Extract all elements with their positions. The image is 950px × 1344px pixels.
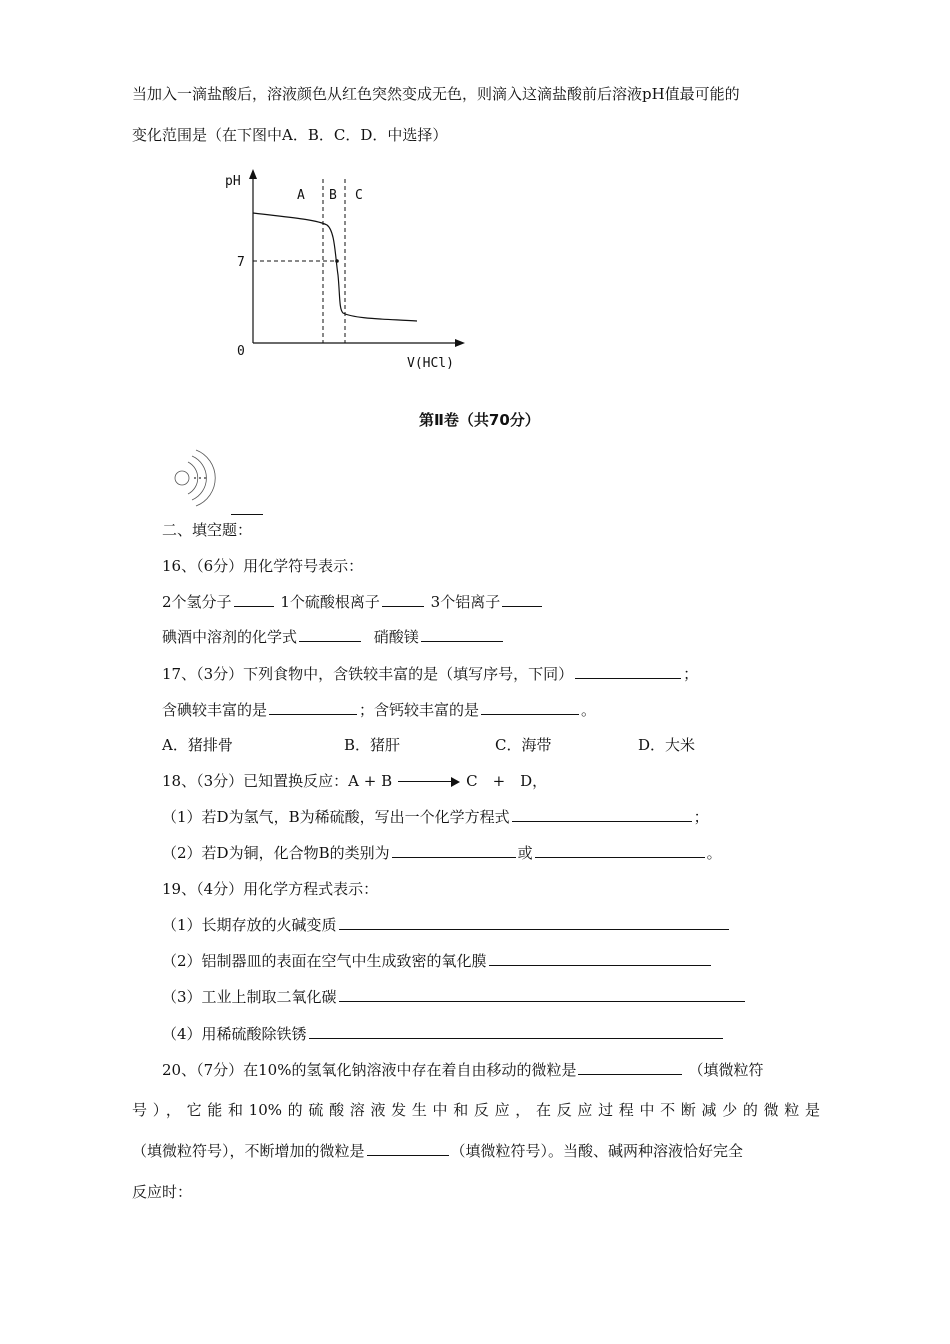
q17-row-1 xyxy=(162,664,698,684)
region-c-label: C xyxy=(355,188,363,203)
ph7-label: 7 xyxy=(237,255,245,270)
short-underline xyxy=(231,514,263,515)
origin-label: 0 xyxy=(237,344,245,359)
q18-blank-class-2[interactable] xyxy=(535,843,705,858)
q17-calcium-label: ；含钙较丰富的是 xyxy=(359,701,480,719)
q19-item-3-text: （3）工业上制取二氧化碳 xyxy=(162,988,337,1006)
q17-heading: 17、（3分）下列食物中，含铁较丰富的是（填写序号，下同） xyxy=(162,665,574,683)
q20-line-3 xyxy=(132,1141,743,1161)
region-b-label: B xyxy=(329,188,337,203)
section-title: 第Ⅱ卷（共70分） xyxy=(419,411,540,429)
q20-text-b: （填微粒符 xyxy=(688,1061,764,1079)
q19-item-2-text: （2）铝制器皿的表面在空气中生成致密的氧化膜 xyxy=(162,952,487,970)
q19-blank-3[interactable] xyxy=(339,987,745,1002)
q16-row-2 xyxy=(162,627,505,647)
q18-part-1 xyxy=(162,807,709,827)
q16-blank-4[interactable] xyxy=(299,627,361,642)
q16-blank-3[interactable] xyxy=(502,592,542,607)
q17-blank-iodine[interactable] xyxy=(269,700,357,715)
x-axis-arrow xyxy=(455,339,465,347)
q16-item-mgno3: 硝酸镁 xyxy=(373,628,419,646)
q19-heading: 19、（4分）用化学方程式表示： xyxy=(162,880,379,898)
q16-item-solvent: 碘酒中溶剂的化学式 xyxy=(162,628,298,646)
q17-blank-calcium[interactable] xyxy=(481,700,579,715)
y-axis-arrow xyxy=(249,169,257,179)
q16-blank-5[interactable] xyxy=(421,627,503,642)
q18-part-2-text: （2）若D为铜，化合物B的类别为 xyxy=(162,844,390,862)
section-2-heading: 二、填空题： xyxy=(162,521,253,539)
q16-item-al: 3个铝离子 xyxy=(430,593,501,611)
q16-row-1 xyxy=(162,592,544,612)
q17-period: 。 xyxy=(581,701,597,719)
q20-line-1 xyxy=(162,1060,764,1080)
q18-heading-row xyxy=(162,771,547,791)
q19-item-1 xyxy=(162,915,731,935)
q18-part-2-end: 。 xyxy=(706,844,722,862)
equivalence-point xyxy=(335,259,339,263)
q17-option-a: A．猪排骨 xyxy=(162,736,233,754)
q20-text-a: 20、（7分）在10%的氢氧化钠溶液中存在着自由移动的微粒是 xyxy=(162,1061,577,1079)
q19-blank-1[interactable] xyxy=(339,915,729,930)
region-a-label: A xyxy=(297,188,305,203)
q18-blank-class-1[interactable] xyxy=(392,843,516,858)
q16-item-so4: 1个硫酸根离子 xyxy=(280,593,380,611)
q17-row-2 xyxy=(162,700,596,720)
q19-item-3 xyxy=(162,987,747,1007)
q16-item-h2: 2个氢分子 xyxy=(162,593,232,611)
q17-option-d: D．大米 xyxy=(638,736,696,754)
ph-titration-graph xyxy=(225,165,485,375)
y-axis-label: pH xyxy=(225,174,241,189)
q19-item-1-text: （1）长期存放的火碱变质 xyxy=(162,916,337,934)
q18-part-1-text: （1）若D为氢气，B为稀硫酸，写出一个化学方程式 xyxy=(162,808,510,826)
q20-line-2: 号），它能和10%的硫酸溶液发生中和反应，在反应过程中不断减少的微粒是 xyxy=(132,1101,820,1119)
q19-item-4 xyxy=(162,1024,725,1044)
q19-blank-2[interactable] xyxy=(489,951,711,966)
q18-part-2 xyxy=(162,843,722,863)
x-axis-label: V(HCl) xyxy=(407,356,454,371)
intro-line-1: 当加入一滴盐酸后，溶液颜色从红色突然变成无色，则滴入这滴盐酸前后溶液pH值最可能的 xyxy=(132,85,740,103)
q17-iodine-label: 含碘较丰富的是 xyxy=(162,701,268,719)
q19-item-2 xyxy=(162,951,713,971)
q20-blank-1[interactable] xyxy=(578,1060,682,1075)
q19-blank-4[interactable] xyxy=(309,1024,723,1039)
q16-blank-1[interactable] xyxy=(234,592,274,607)
q17-option-c: C．海带 xyxy=(495,736,552,754)
q20-text-d: （填微粒符号），不断增加的微粒是 xyxy=(132,1142,365,1160)
q18-blank-equation[interactable] xyxy=(512,807,692,822)
q17-blank-iron[interactable] xyxy=(575,664,681,679)
q18-part-2-or: 或 xyxy=(517,844,533,862)
titration-curve xyxy=(253,213,417,321)
q17-semicolon: ； xyxy=(683,665,699,683)
reaction-arrow-icon xyxy=(398,777,460,787)
q18-part-1-end: ； xyxy=(693,808,709,826)
atom-structure-diagram xyxy=(162,448,222,508)
q16-heading: 16、（6分）用化学符号表示： xyxy=(162,557,364,575)
q17-option-b: B．猪肝 xyxy=(344,736,401,754)
q16-blank-2[interactable] xyxy=(382,592,424,607)
q18-heading: 18、（3分）已知置换反应：A + B xyxy=(162,772,393,790)
intro-line-2: 变化范围是（在下图中A．B．C．D．中选择） xyxy=(132,126,448,144)
q20-text-e: （填微粒符号）。当酸、碱两种溶液恰好完全 xyxy=(450,1142,744,1160)
q20-line-4: 反应时： xyxy=(132,1183,193,1201)
q19-item-4-text: （4）用稀硫酸除铁锈 xyxy=(162,1025,307,1043)
q18-products: C + D， xyxy=(466,772,548,790)
q20-blank-2[interactable] xyxy=(367,1141,449,1156)
